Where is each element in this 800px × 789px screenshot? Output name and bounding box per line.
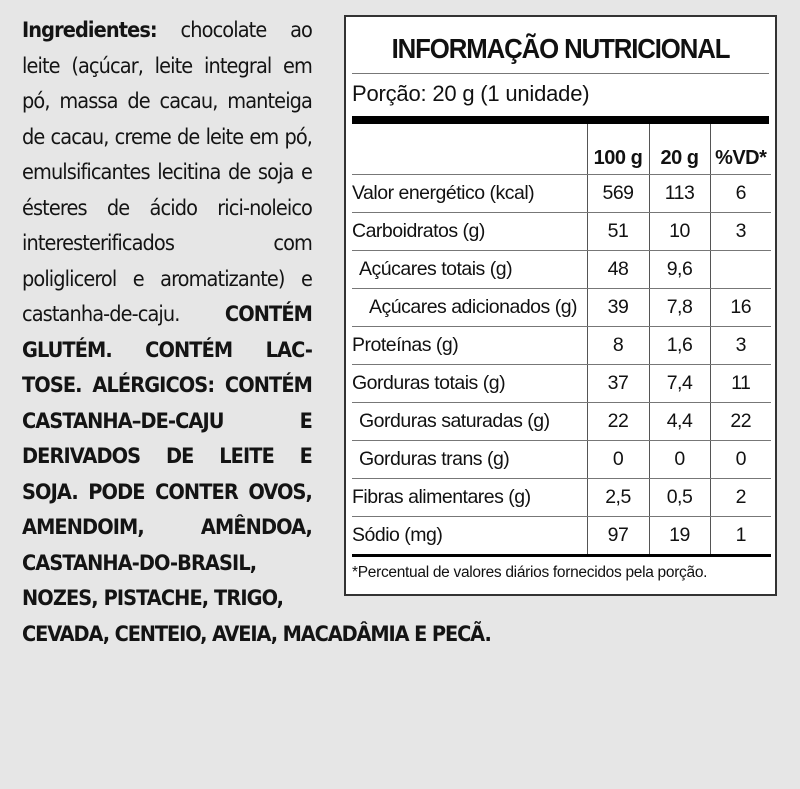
row-per20: 19: [649, 517, 710, 556]
ingredients-label: Ingredientes:: [22, 18, 157, 43]
portion-size: Porção: 20 g (1 unidade): [352, 81, 590, 106]
row-label: Açúcares totais (g): [352, 251, 587, 289]
row-per100: 569: [587, 175, 649, 213]
table-row: [352, 365, 771, 403]
footnote: *Percentual de valores diários fornecidos pela porção.: [352, 564, 708, 581]
ingredients-text: chocolate ao leite (açúcar, leite integral em pó, massa de cacau, manteiga de cacau, creme de leite em pó, emulsificantes lecitina de soja e ésteres de ácido rici-noleico interesterificados com poliglicerol e aromatizante) e castanha-de-caju.: [22, 18, 312, 327]
row-label: Sódio (mg): [352, 517, 587, 556]
row-per100: 39: [587, 289, 649, 327]
row-vd: 3: [710, 213, 771, 251]
table-row: [352, 251, 771, 289]
header-vd: %VD*: [710, 124, 771, 175]
row-per100: 37: [587, 365, 649, 403]
table-header-row: [352, 124, 771, 175]
row-per100: 51: [587, 213, 649, 251]
row-per20: 10: [649, 213, 710, 251]
ingredients-paragraph: [22, 13, 312, 617]
row-per100: 97: [587, 517, 649, 556]
row-label: Açúcares adicionados (g): [352, 289, 587, 327]
nutrition-table: [352, 124, 771, 557]
row-vd: [710, 251, 771, 289]
row-vd: 11: [710, 365, 771, 403]
nutrition-facts-panel: [344, 15, 777, 596]
row-vd: 3: [710, 327, 771, 365]
table-row: [352, 479, 771, 517]
divider: [352, 73, 769, 74]
row-per100: 2,5: [587, 479, 649, 517]
row-vd: 16: [710, 289, 771, 327]
row-label: Valor energético (kcal): [352, 175, 587, 213]
row-label: Proteínas (g): [352, 327, 587, 365]
row-vd: 6: [710, 175, 771, 213]
row-vd: 22: [710, 403, 771, 441]
table-row: [352, 213, 771, 251]
row-per20: 113: [649, 175, 710, 213]
row-per20: 9,6: [649, 251, 710, 289]
header-20g: 20 g: [649, 124, 710, 175]
row-label: Fibras alimentares (g): [352, 479, 587, 517]
allergen-warning: CONTÉM GLUTÉM. CONTÉM LAC-TOSE. ALÉRGICOS: CONTÉM CASTANHA–DE-CAJU E DERIVADOS DE LEITE E SOJA. PODE CONTER OVOS, AMENDOIM, AMÊNDOA, CASTANHA-DO-BRASIL, NOZES, PISTACHE, TRIGO,: [22, 302, 312, 611]
row-per100: 0: [587, 441, 649, 479]
nutrition-title: INFORMAÇÃO NUTRICIONAL: [391, 33, 730, 64]
row-vd: 2: [710, 479, 771, 517]
row-label: Gorduras totais (g): [352, 365, 587, 403]
allergen-last-line: CEVADA, CENTEIO, AVEIA, MACADÂMIA E PECÃ.: [22, 622, 491, 647]
row-label: Carboidratos (g): [352, 213, 587, 251]
row-vd: 0: [710, 441, 771, 479]
header-blank: [352, 124, 587, 175]
row-per20: 1,6: [649, 327, 710, 365]
row-per20: 0,5: [649, 479, 710, 517]
table-row: [352, 175, 771, 213]
table-row: [352, 441, 771, 479]
row-label: Gorduras trans (g): [352, 441, 587, 479]
row-per20: 4,4: [649, 403, 710, 441]
row-per100: 48: [587, 251, 649, 289]
thick-divider: [352, 116, 769, 124]
row-per20: 0: [649, 441, 710, 479]
header-100g: 100 g: [587, 124, 649, 175]
row-per100: 22: [587, 403, 649, 441]
table-row: [352, 327, 771, 365]
table-row: [352, 403, 771, 441]
table-row: [352, 517, 771, 556]
row-label: Gorduras saturadas (g): [352, 403, 587, 441]
row-per20: 7,4: [649, 365, 710, 403]
row-vd: 1: [710, 517, 771, 556]
table-row: [352, 289, 771, 327]
row-per100: 8: [587, 327, 649, 365]
row-per20: 7,8: [649, 289, 710, 327]
